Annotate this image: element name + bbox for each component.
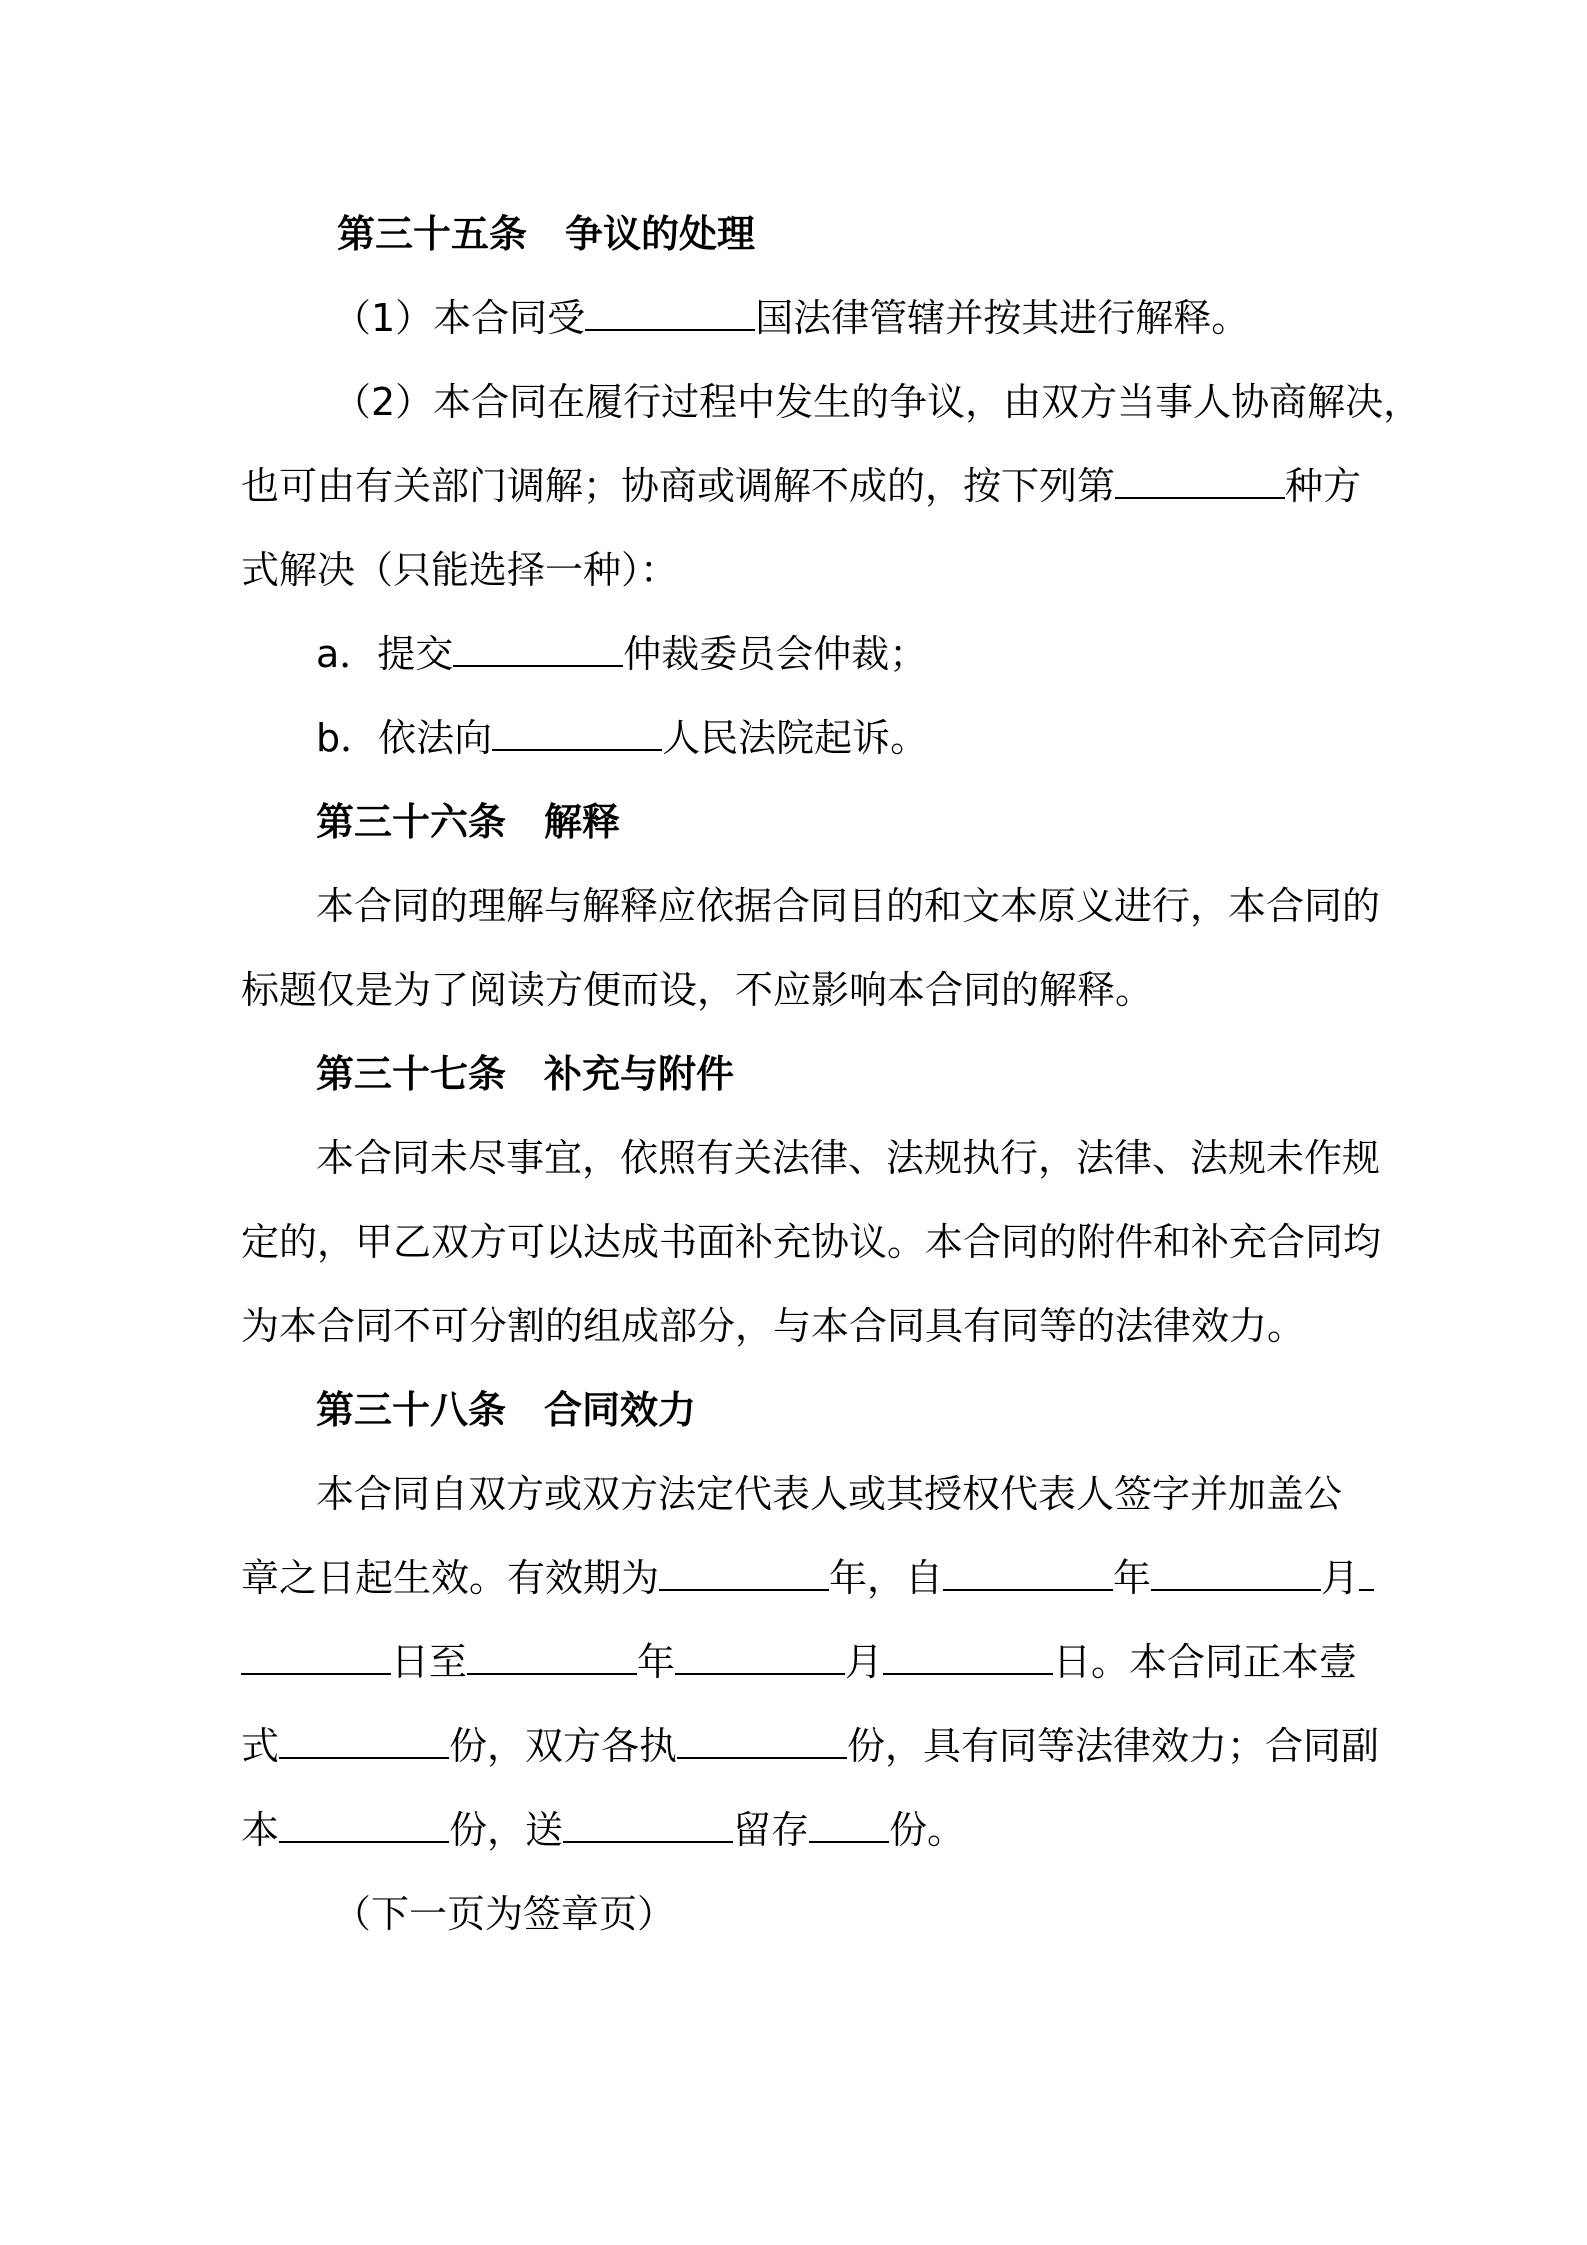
option-b-court: b．依法向 人民法院起诉。	[316, 716, 929, 760]
fill-blank-start-day-part	[1359, 1559, 1374, 1591]
fill-blank-validity-years	[659, 1559, 829, 1591]
article-38-heading: 第三十八条 合同效力	[316, 1388, 697, 1432]
article-37-line-2: 定的，甲乙双方可以达成书面补充协议。本合同的附件和补充合同均	[241, 1220, 1382, 1264]
fill-blank-arbitration-commission	[453, 635, 623, 667]
article-38-line-5: 本 份，送 留存 份。	[241, 1808, 966, 1852]
next-page-note: （下一页为签章页）	[333, 1892, 676, 1936]
article-number: 第三十五条	[337, 212, 528, 256]
fill-blank-end-year	[467, 1643, 637, 1675]
fill-blank-retained-copies	[809, 1811, 889, 1843]
fill-blank-start-month	[1151, 1559, 1321, 1591]
article-37-line-3: 为本合同不可分割的组成部分，与本合同具有同等的法律效力。	[241, 1304, 1306, 1348]
article-36-line-2: 标题仅是为了阅读方便而设，不应影响本合同的解释。	[241, 968, 1154, 1012]
article-38-line-1: 本合同自双方或双方法定代表人或其授权代表人签字并加盖公	[316, 1472, 1343, 1516]
article-37-line-1: 本合同未尽事宜，依照有关法律、法规执行，法律、法规未作规	[316, 1136, 1381, 1180]
fill-blank-start-year	[943, 1559, 1113, 1591]
fill-blank-end-day	[883, 1643, 1053, 1675]
fill-blank-country	[585, 299, 755, 331]
fill-blank-each-party-copies	[677, 1727, 847, 1759]
article-35-heading	[337, 209, 1457, 259]
article-35-clause-2-line-2: 也可由有关部门调解；协商或调解不成的，按下列第 种方	[241, 464, 1362, 508]
fill-blank-court	[492, 719, 662, 751]
fill-blank-start-day	[241, 1643, 391, 1675]
article-36-heading: 第三十六条 解释	[316, 800, 621, 844]
article-38-line-2: 章之日起生效。有效期为 年，自 年 月	[241, 1553, 1361, 1603]
article-title: 争议的处理	[565, 212, 756, 256]
article-35-clause-2-line-3: 式解决（只能选择一种）：	[241, 548, 679, 592]
article-38-line-3: 日至 年 月 日。本合同正本壹	[241, 1637, 1361, 1687]
fill-blank-original-copies	[279, 1727, 449, 1759]
article-35-clause-1: （1）本合同受 国法律管辖并按其进行解释。	[333, 296, 1250, 340]
article-38-line-4: 式 份，双方各执 份，具有同等法律效力；合同副	[241, 1724, 1380, 1768]
article-37-heading: 第三十七条 补充与附件	[316, 1052, 735, 1096]
option-a-arbitration: a．提交 仲裁委员会仲裁；	[316, 632, 928, 676]
article-35-clause-2-line-1: （2）本合同在履行过程中发生的争议，由双方当事人协商解决，	[333, 380, 1422, 424]
fill-blank-recipient	[563, 1811, 733, 1843]
article-36-line-1: 本合同的理解与解释应依据合同目的和文本原义进行，本合同的	[316, 884, 1381, 928]
fill-blank-method	[1115, 467, 1285, 499]
fill-blank-duplicate-copies	[279, 1811, 449, 1843]
fill-blank-end-month	[675, 1643, 845, 1675]
